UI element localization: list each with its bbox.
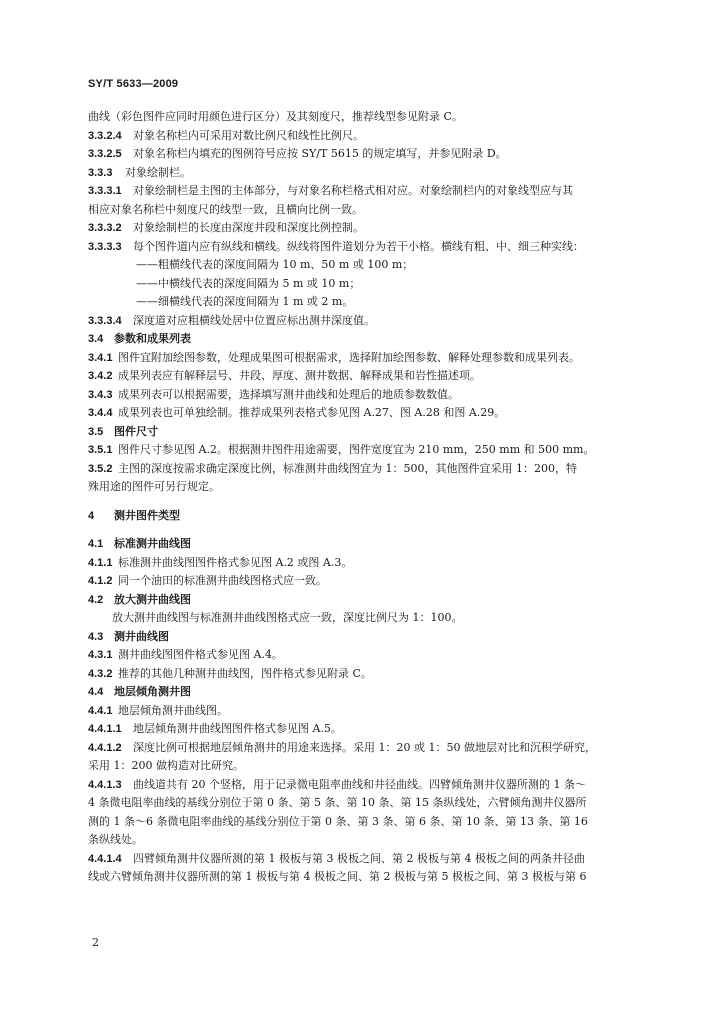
clause-line: 3.4.4 成果列表也可单独绘制。推荐成果列表格式参见图 A.27、图 A.28 和图 A.29。 <box>88 404 648 423</box>
section-heading: 4.3 测井曲线图 <box>88 628 648 647</box>
clause-number: 4.1.1 <box>88 556 113 569</box>
clause-number: 4.4 <box>88 686 104 698</box>
clause-line: 4.4.1 地层倾角测井曲线图。 <box>88 702 648 721</box>
clause-number: 4 <box>88 509 95 522</box>
text-line: 4 条微电阻率曲线的基线分别位于第 0 条、第 5 条、第 10 条、第 15 条纵线处，六臂倾角测井仪器所 <box>88 796 587 809</box>
clause-line: 3.5.2 主图的深度按需求确定深度比例，标准测井曲线图宜为 1：500，其他图件宜采用 1：200，特 <box>88 460 648 479</box>
clause-number: 3.4.2 <box>88 370 113 382</box>
text-line: 采用 1：200 做构造对比研究。 <box>88 759 244 772</box>
clause-number: 3.3.3.4 <box>88 314 122 327</box>
clause-number: 3.4 <box>88 333 104 345</box>
clause-line: 4.4.1.4 四臂倾角测井仪器所测的第 1 极板与第 3 极板之间、第 2 极板与第 4 极板之间的两条井径曲 <box>88 850 648 869</box>
clause-number: 4.4.1.4 <box>88 852 122 865</box>
clause-number: 4.3.1 <box>88 649 113 661</box>
clause-line: 3.4.3 成果列表可以根据需要，选择填写测井曲线和处理后的地质参数数值。 <box>88 386 648 405</box>
clause-line: 3.3.2.4 对象名称栏内可采用对数比例尺和线性比例尺。 <box>88 127 648 146</box>
clause-line: 3.3.3.3 每个图件道内应有纵线和横线。纵线将图件道划分为若干小格。横线有粗、中、细三种实线： <box>88 238 648 257</box>
clause-number: 4.2 <box>88 593 104 606</box>
list-item: ——细横线代表的深度间隔为 1 m 或 2 m。 <box>136 295 354 308</box>
text-line: 相应对象名称栏中刻度尺的线型一致，且横向比例一致。 <box>88 202 363 216</box>
clause-number: 4.1.2 <box>88 575 113 587</box>
section-heading: 3.5 图件尺寸 <box>88 423 648 442</box>
text-line: 线或六臂倾角测井仪器所测的第 1 极板与第 4 极板之间、第 2 极板与第 5 极板之间、第 3 极板与第 6 <box>88 870 587 883</box>
clause-number: 4.3.2 <box>88 667 113 680</box>
clause-line: 3.3.3.4 深度道对应粗横线处居中位置应标出测井深度值。 <box>88 312 648 331</box>
clause-line: 4.1.1 标准测井曲线图图件格式参见图 A.2 或图 A.3。 <box>88 554 648 573</box>
text-line: 测的 1 条～6 条微电阻率曲线的基线分别位于第 0 条、第 3 条、第 6 条、第 10 条、第 13 条、第 16 <box>88 814 588 828</box>
clause-number: 4.4.1 <box>88 704 113 717</box>
clause-line: 3.4.1 图件宜附加绘图参数，处理成果图可根据需求，选择附加绘图参数、解释处理参数和成果列表。 <box>88 349 648 368</box>
clause-number: 3.3.3.3 <box>88 240 122 253</box>
page-number: 2 <box>92 936 99 949</box>
clause-number: 3.3.3.1 <box>88 185 122 197</box>
standard-header: SY/T 5633—2009 <box>88 78 179 90</box>
text-line: 条纵线处。 <box>88 833 143 846</box>
clause-number: 3.3.3 <box>88 166 113 179</box>
chapter-heading: 4 测井图件类型 <box>88 507 648 526</box>
clause-number: 4.4.1.2 <box>88 741 122 754</box>
section-heading: 4.1 标准测井曲线图 <box>88 535 648 554</box>
clause-line: 4.3.1 测井曲线图图件格式参见图 A.4。 <box>88 646 648 665</box>
clause-line: 4.4.1.1 地层倾角测井曲线图图件格式参见图 A.5。 <box>88 720 648 739</box>
clause-line: 4.4.1.3 曲线道共有 20 个竖格，用于记录微电阻率曲线和井径曲线。四臂倾角测井仪器所测的 1 条～ <box>88 776 648 795</box>
clause-line: 3.3.3.2 对象绘制栏的长度由深度井段和深度比例控制。 <box>88 219 648 238</box>
list-item: ——中横线代表的深度间隔为 5 m 或 10 m； <box>136 276 361 290</box>
clause-number: 3.3.2.4 <box>88 129 122 142</box>
section-heading: 3.4 参数和成果列表 <box>88 330 648 349</box>
clause-number: 4.4.1.1 <box>88 723 122 735</box>
clause-line: 3.5.1 图件尺寸参见图 A.2。根据测井图件用途需要，图件宽度宜为 210 mm，250 mm 和 500 mm。 <box>88 441 648 460</box>
clause-number: 3.3.2.5 <box>88 148 122 160</box>
clause-line: 4.4.1.2 深度比例可根据地层倾角测井的用途来选择。采用 1：20 或 1：50 做地层对比和沉积学研究， <box>88 739 648 758</box>
clause-line: 3.3.3.1 对象绘制栏是主图的主体部分，与对象名称栏格式相对应。对象绘制栏内的对象线型应与其 <box>88 182 648 201</box>
clause-number: 4.3 <box>88 630 104 643</box>
text-line: 曲线（彩色图件应同时用颜色进行区分）及其刻度尺，推荐线型参见附录 C。 <box>88 110 463 123</box>
clause-line: 3.3.3 对象绘制栏。 <box>88 164 648 183</box>
section-heading: 4.4 地层倾角测井图 <box>88 683 648 702</box>
clause-line: 3.4.2 成果列表应有解释层号、井段、厚度、测井数据、解释成果和岩性描述项。 <box>88 367 648 386</box>
clause-number: 3.4.1 <box>88 351 113 364</box>
clause-number: 4.1 <box>88 538 104 550</box>
clause-line: 3.3.2.5 对象名称栏内填充的图例符号应按 SY/T 5615 的规定填写，并参见附录 D。 <box>88 145 648 164</box>
clause-number: 3.5.2 <box>88 462 113 475</box>
clause-line: 4.1.2 同一个油田的标准测井曲线图格式应一致。 <box>88 572 648 591</box>
clause-number: 3.4.4 <box>88 407 113 419</box>
text-line: 放大测井曲线图与标准测井曲线图格式应一致，深度比例尺为 1：100。 <box>112 611 463 624</box>
list-item: ——粗横线代表的深度间隔为 10 m、50 m 或 100 m； <box>136 258 414 271</box>
clause-number: 3.3.3.2 <box>88 222 122 234</box>
clause-number: 3.4.3 <box>88 388 113 401</box>
section-heading: 4.2 放大测井曲线图 <box>88 591 648 610</box>
document-body <box>88 108 648 887</box>
text-line: 殊用途的图件可另行规定。 <box>88 480 220 493</box>
clause-line: 4.3.2 推荐的其他几种测井曲线图，图件格式参见附录 C。 <box>88 665 648 684</box>
clause-number: 3.5.1 <box>88 444 113 456</box>
clause-number: 3.5 <box>88 425 104 438</box>
clause-number: 4.4.1.3 <box>88 778 122 791</box>
